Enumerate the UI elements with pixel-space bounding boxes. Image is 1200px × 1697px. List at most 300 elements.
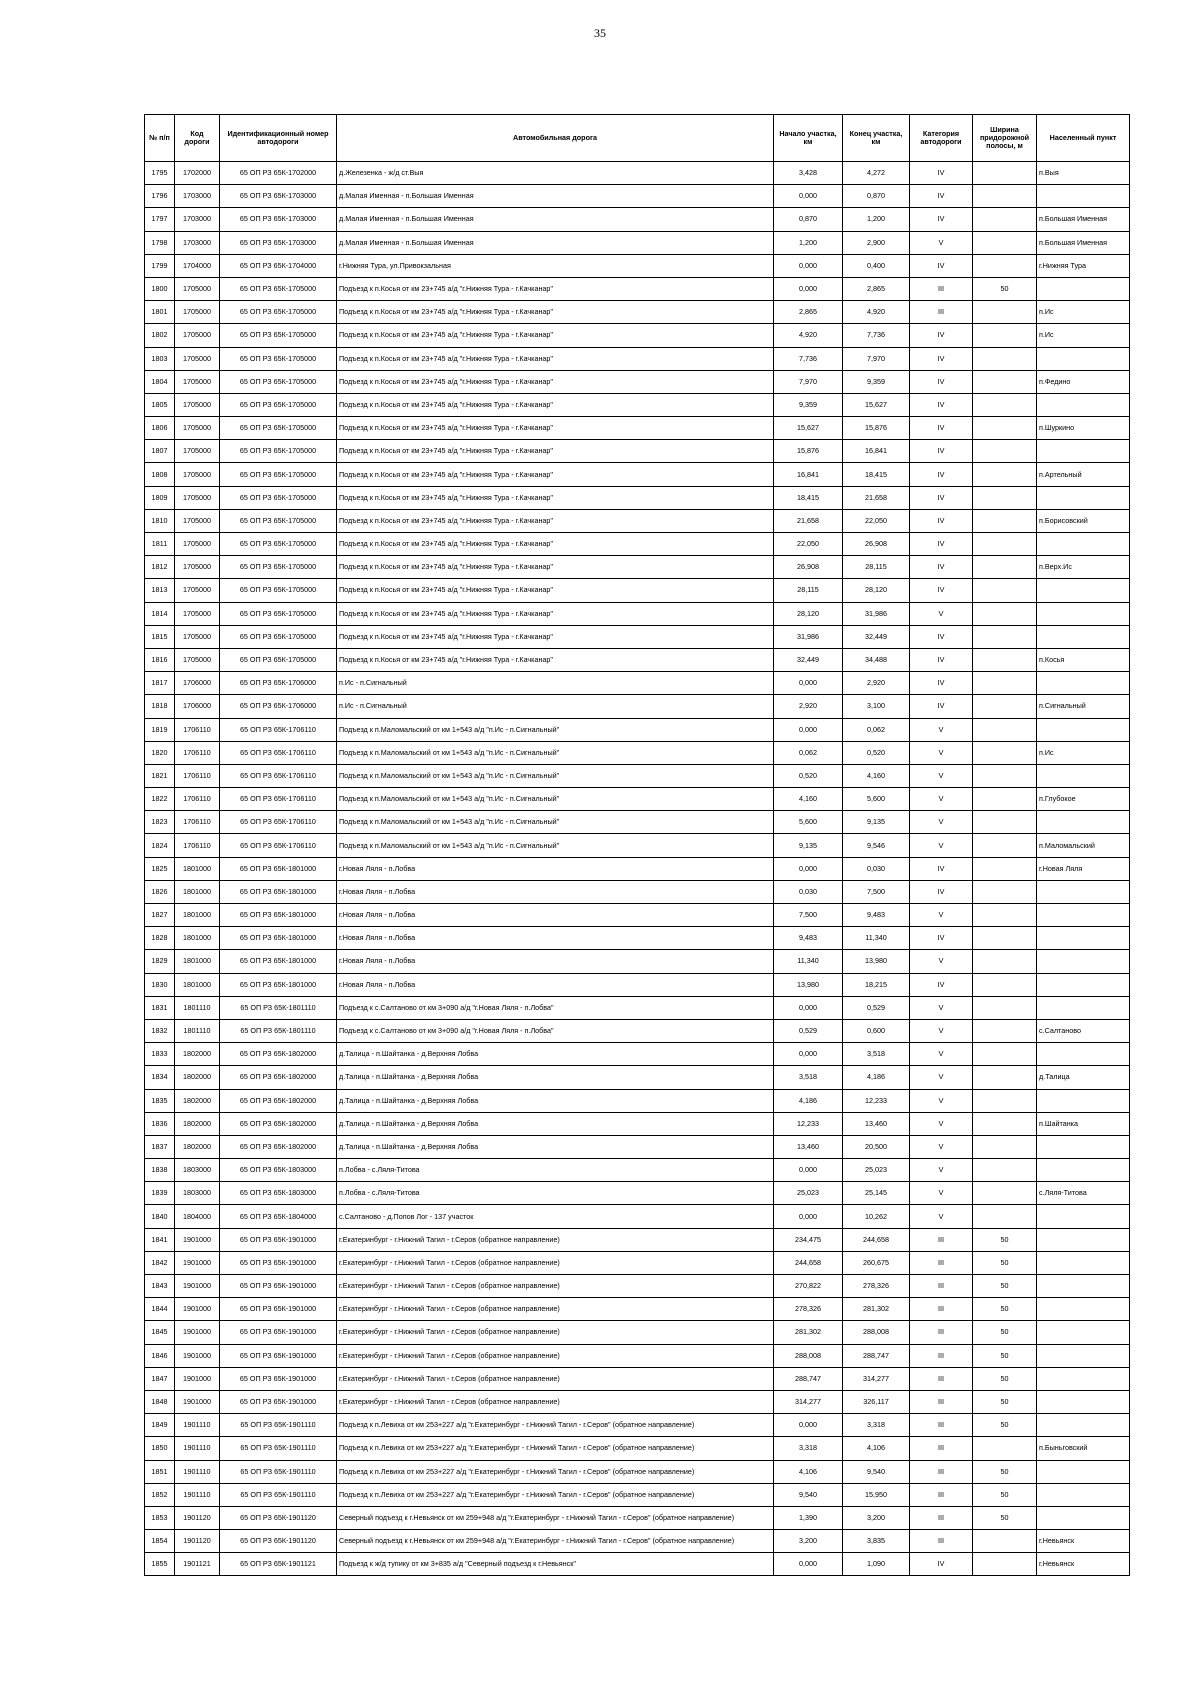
cell-category: V [910,1182,973,1205]
cell-identification-number: 65 ОП РЗ 65К-1802000 [220,1043,337,1066]
cell-settlement [1037,533,1130,556]
cell-row-number: 1816 [145,648,175,671]
cell-identification-number: 65 ОП РЗ 65К-1901120 [220,1506,337,1529]
cell-end-km: 9,135 [843,811,910,834]
cell-category: IV [910,625,973,648]
cell-row-number: 1852 [145,1483,175,1506]
cell-start-km: 4,920 [774,324,843,347]
cell-row-number: 1821 [145,764,175,787]
cell-road-name: д.Талица - п.Шайтанка - д.Верхняя Лобва [337,1135,774,1158]
cell-settlement: п.Сигнальный [1037,695,1130,718]
cell-identification-number: 65 ОП РЗ 65К-1901121 [220,1553,337,1576]
cell-road-name: д.Малая Именная - п.Большая Именная [337,208,774,231]
cell-roadside-width [973,231,1037,254]
cell-road-name: п.Лобва - с.Ляля-Титова [337,1159,774,1182]
table-row [145,788,1130,811]
cell-end-km: 15,627 [843,393,910,416]
table-row [145,370,1130,393]
cell-identification-number: 65 ОП РЗ 65К-1705000 [220,463,337,486]
cell-settlement: г.Невьянск [1037,1530,1130,1553]
cell-start-km: 4,106 [774,1460,843,1483]
cell-settlement: п.Верх.Ис [1037,556,1130,579]
cell-category: V [910,904,973,927]
table-row [145,1089,1130,1112]
cell-row-number: 1804 [145,370,175,393]
cell-settlement [1037,1043,1130,1066]
cell-end-km: 21,658 [843,486,910,509]
table-row [145,1275,1130,1298]
table-row [145,602,1130,625]
cell-settlement: п.Артельный [1037,463,1130,486]
cell-start-km: 9,483 [774,927,843,950]
cell-road-name: г.Екатеринбург - г.Нижний Тагил - г.Серов (обратное направление) [337,1298,774,1321]
cell-category: V [910,741,973,764]
cell-road-name: Подъезд к п.Косья от км 23+745 а/д "г.Нижняя Тура - г.Качканар" [337,277,774,300]
cell-category: III [910,1344,973,1367]
cell-road-code: 1801000 [175,904,220,927]
cell-road-code: 1706000 [175,672,220,695]
cell-row-number: 1846 [145,1344,175,1367]
cell-settlement [1037,393,1130,416]
cell-road-name: г.Екатеринбург - г.Нижний Тагил - г.Серов (обратное направление) [337,1367,774,1390]
cell-settlement [1037,1159,1130,1182]
cell-end-km: 31,986 [843,602,910,625]
cell-row-number: 1813 [145,579,175,602]
cell-settlement [1037,764,1130,787]
cell-row-number: 1808 [145,463,175,486]
table-row [145,1228,1130,1251]
cell-roadside-width: 50 [973,1506,1037,1529]
cell-road-name: Подъезд к п.Левиха от км 253+227 а/д "г.Екатеринбург - г.Нижний Тагил - г.Серов" (обратное направление) [337,1483,774,1506]
cell-road-code: 1901000 [175,1390,220,1413]
cell-identification-number: 65 ОП РЗ 65К-1901110 [220,1437,337,1460]
cell-row-number: 1800 [145,277,175,300]
table-row [145,301,1130,324]
cell-end-km: 13,980 [843,950,910,973]
cell-roadside-width [973,857,1037,880]
cell-start-km: 0,062 [774,741,843,764]
table-row [145,904,1130,927]
cell-roadside-width: 50 [973,1321,1037,1344]
cell-settlement: с.Ляля-Титова [1037,1182,1130,1205]
cell-roadside-width [973,672,1037,695]
cell-road-code: 1705000 [175,509,220,532]
cell-road-name: д.Талица - п.Шайтанка - д.Верхняя Лобва [337,1112,774,1135]
column-header-number: № п/п [145,115,175,162]
cell-identification-number: 65 ОП РЗ 65К-1802000 [220,1112,337,1135]
cell-end-km: 9,483 [843,904,910,927]
cell-roadside-width: 50 [973,1460,1037,1483]
cell-road-name: Подъезд к п.Косья от км 23+745 а/д "г.Нижняя Тура - г.Качканар" [337,486,774,509]
cell-end-km: 288,747 [843,1344,910,1367]
cell-row-number: 1797 [145,208,175,231]
cell-identification-number: 65 ОП РЗ 65К-1705000 [220,277,337,300]
cell-identification-number: 65 ОП РЗ 65К-1901000 [220,1275,337,1298]
cell-roadside-width [973,347,1037,370]
column-header-settlement: Населенный пункт [1037,115,1130,162]
table-row [145,1367,1130,1390]
cell-roadside-width: 50 [973,1483,1037,1506]
cell-identification-number: 65 ОП РЗ 65К-1801000 [220,857,337,880]
cell-category: IV [910,185,973,208]
cell-category: III [910,1483,973,1506]
cell-road-code: 1705000 [175,324,220,347]
cell-start-km: 2,920 [774,695,843,718]
cell-roadside-width [973,811,1037,834]
cell-row-number: 1801 [145,301,175,324]
cell-settlement [1037,185,1130,208]
cell-road-code: 1801000 [175,880,220,903]
cell-start-km: 0,870 [774,208,843,231]
cell-start-km: 0,000 [774,1159,843,1182]
cell-settlement [1037,811,1130,834]
cell-road-code: 1901000 [175,1228,220,1251]
cell-row-number: 1837 [145,1135,175,1158]
cell-row-number: 1822 [145,788,175,811]
cell-category: IV [910,579,973,602]
cell-road-code: 1802000 [175,1135,220,1158]
cell-end-km: 0,520 [843,741,910,764]
cell-end-km: 22,050 [843,509,910,532]
cell-category: V [910,1135,973,1158]
table-row [145,950,1130,973]
cell-identification-number: 65 ОП РЗ 65К-1901110 [220,1483,337,1506]
cell-road-name: г.Екатеринбург - г.Нижний Тагил - г.Серов (обратное направление) [337,1321,774,1344]
cell-roadside-width [973,1553,1037,1576]
cell-category: V [910,1205,973,1228]
cell-roadside-width [973,440,1037,463]
cell-start-km: 0,000 [774,718,843,741]
table-row [145,973,1130,996]
cell-identification-number: 65 ОП РЗ 65К-1901000 [220,1298,337,1321]
table-row [145,1298,1130,1321]
cell-road-name: г.Новая Ляля - п.Лобва [337,904,774,927]
cell-start-km: 0,000 [774,277,843,300]
cell-category: V [910,764,973,787]
table-row [145,1506,1130,1529]
cell-category: V [910,1019,973,1042]
cell-start-km: 7,500 [774,904,843,927]
cell-roadside-width: 50 [973,1367,1037,1390]
cell-road-name: Подъезд к с.Салтаново от км 3+090 а/д "г.Новая Ляля - п.Лобва" [337,1019,774,1042]
cell-row-number: 1845 [145,1321,175,1344]
cell-row-number: 1803 [145,347,175,370]
cell-identification-number: 65 ОП РЗ 65К-1802000 [220,1135,337,1158]
cell-category: V [910,231,973,254]
cell-identification-number: 65 ОП РЗ 65К-1801000 [220,880,337,903]
table-row [145,579,1130,602]
cell-start-km: 28,120 [774,602,843,625]
cell-roadside-width: 50 [973,1298,1037,1321]
cell-roadside-width [973,718,1037,741]
cell-start-km: 25,023 [774,1182,843,1205]
cell-roadside-width: 50 [973,1414,1037,1437]
cell-roadside-width [973,579,1037,602]
cell-road-name: Подъезд к п.Косья от км 23+745 а/д "г.Нижняя Тура - г.Качканар" [337,301,774,324]
cell-road-name: Подъезд к п.Косья от км 23+745 а/д "г.Нижняя Тура - г.Качканар" [337,347,774,370]
cell-category: IV [910,208,973,231]
table-row [145,996,1130,1019]
cell-settlement: п.Ис [1037,301,1130,324]
cell-roadside-width [973,927,1037,950]
cell-roadside-width [973,533,1037,556]
cell-road-code: 1802000 [175,1066,220,1089]
table-row [145,1066,1130,1089]
cell-identification-number: 65 ОП РЗ 65К-1801110 [220,1019,337,1042]
cell-identification-number: 65 ОП РЗ 65К-1703000 [220,208,337,231]
cell-road-code: 1901000 [175,1275,220,1298]
cell-road-name: Подъезд к п.Косья от км 23+745 а/д "г.Нижняя Тура - г.Качканар" [337,393,774,416]
cell-start-km: 2,865 [774,301,843,324]
cell-start-km: 0,529 [774,1019,843,1042]
cell-row-number: 1842 [145,1251,175,1274]
column-header-start-km: Начало участка, км [774,115,843,162]
cell-end-km: 26,908 [843,533,910,556]
cell-road-code: 1706110 [175,788,220,811]
cell-settlement: п.Быньговский [1037,1437,1130,1460]
table-row [145,509,1130,532]
cell-road-name: г.Екатеринбург - г.Нижний Тагил - г.Серов (обратное направление) [337,1228,774,1251]
cell-road-code: 1901120 [175,1506,220,1529]
cell-settlement [1037,1275,1130,1298]
cell-road-name: д.Малая Именная - п.Большая Именная [337,185,774,208]
cell-road-name: Подъезд к п.Маломальский от км 1+543 а/д "п.Ис - п.Сигнальный" [337,764,774,787]
table-row [145,417,1130,440]
cell-identification-number: 65 ОП РЗ 65К-1705000 [220,533,337,556]
cell-road-name: Подъезд к п.Маломальский от км 1+543 а/д "п.Ис - п.Сигнальный" [337,741,774,764]
cell-road-code: 1801000 [175,857,220,880]
cell-end-km: 9,540 [843,1460,910,1483]
cell-start-km: 0,030 [774,880,843,903]
cell-end-km: 28,120 [843,579,910,602]
cell-row-number: 1805 [145,393,175,416]
cell-roadside-width [973,1530,1037,1553]
cell-identification-number: 65 ОП РЗ 65К-1801110 [220,996,337,1019]
cell-start-km: 3,518 [774,1066,843,1089]
cell-identification-number: 65 ОП РЗ 65К-1706110 [220,741,337,764]
cell-start-km: 9,359 [774,393,843,416]
cell-row-number: 1802 [145,324,175,347]
cell-roadside-width [973,1019,1037,1042]
cell-row-number: 1832 [145,1019,175,1042]
cell-row-number: 1835 [145,1089,175,1112]
cell-roadside-width [973,463,1037,486]
cell-row-number: 1829 [145,950,175,973]
cell-row-number: 1853 [145,1506,175,1529]
cell-road-code: 1705000 [175,393,220,416]
cell-roadside-width [973,648,1037,671]
cell-road-code: 1901120 [175,1530,220,1553]
cell-road-code: 1801000 [175,973,220,996]
table-row [145,1043,1130,1066]
table-row [145,741,1130,764]
cell-identification-number: 65 ОП РЗ 65К-1703000 [220,185,337,208]
cell-road-name: Подъезд к п.Косья от км 23+745 а/д "г.Нижняя Тура - г.Качканар" [337,463,774,486]
cell-category: III [910,1298,973,1321]
cell-row-number: 1795 [145,162,175,185]
cell-settlement [1037,973,1130,996]
table-row [145,277,1130,300]
cell-start-km: 7,970 [774,370,843,393]
cell-identification-number: 65 ОП РЗ 65К-1901110 [220,1414,337,1437]
cell-category: IV [910,695,973,718]
cell-end-km: 18,215 [843,973,910,996]
cell-identification-number: 65 ОП РЗ 65К-1901000 [220,1251,337,1274]
cell-end-km: 12,233 [843,1089,910,1112]
cell-roadside-width [973,996,1037,1019]
cell-start-km: 0,000 [774,1414,843,1437]
cell-start-km: 13,980 [774,973,843,996]
cell-settlement [1037,1228,1130,1251]
cell-roadside-width [973,417,1037,440]
cell-start-km: 0,000 [774,857,843,880]
cell-road-name: Подъезд к п.Маломальский от км 1+543 а/д "п.Ис - п.Сигнальный" [337,718,774,741]
cell-end-km: 1,200 [843,208,910,231]
cell-category: III [910,1228,973,1251]
table-row [145,648,1130,671]
cell-roadside-width: 50 [973,1251,1037,1274]
cell-road-code: 1705000 [175,301,220,324]
cell-road-name: Подъезд к п.Косья от км 23+745 а/д "г.Нижняя Тура - г.Качканар" [337,625,774,648]
cell-roadside-width: 50 [973,1390,1037,1413]
table-row [145,254,1130,277]
table-body [145,162,1130,1576]
cell-end-km: 4,920 [843,301,910,324]
cell-end-km: 28,115 [843,556,910,579]
cell-road-name: Подъезд к п.Косья от км 23+745 а/д "г.Нижняя Тура - г.Качканар" [337,417,774,440]
cell-identification-number: 65 ОП РЗ 65К-1705000 [220,486,337,509]
cell-road-name: Подъезд к п.Левиха от км 253+227 а/д "г.Екатеринбург - г.Нижний Тагил - г.Серов" (обратное направление) [337,1414,774,1437]
cell-identification-number: 65 ОП РЗ 65К-1901000 [220,1228,337,1251]
cell-roadside-width [973,208,1037,231]
cell-row-number: 1826 [145,880,175,903]
cell-road-code: 1901110 [175,1437,220,1460]
table-row [145,718,1130,741]
table-row [145,185,1130,208]
cell-settlement [1037,625,1130,648]
cell-category: IV [910,672,973,695]
cell-category: V [910,718,973,741]
cell-identification-number: 65 ОП РЗ 65К-1901120 [220,1530,337,1553]
cell-row-number: 1851 [145,1460,175,1483]
cell-identification-number: 65 ОП РЗ 65К-1705000 [220,324,337,347]
cell-road-code: 1901000 [175,1251,220,1274]
cell-category: IV [910,556,973,579]
table-row [145,1414,1130,1437]
cell-settlement [1037,1089,1130,1112]
cell-category: IV [910,486,973,509]
cell-category: V [910,950,973,973]
table-header [145,115,1130,162]
cell-category: III [910,1321,973,1344]
cell-road-code: 1801000 [175,950,220,973]
table-row [145,764,1130,787]
cell-start-km: 4,186 [774,1089,843,1112]
table-row [145,1530,1130,1553]
cell-identification-number: 65 ОП РЗ 65К-1705000 [220,625,337,648]
cell-start-km: 278,326 [774,1298,843,1321]
cell-end-km: 4,272 [843,162,910,185]
cell-start-km: 0,000 [774,1553,843,1576]
cell-road-code: 1705000 [175,556,220,579]
cell-row-number: 1839 [145,1182,175,1205]
cell-road-name: п.Ис - п.Сигнальный [337,672,774,695]
table-row [145,811,1130,834]
cell-end-km: 11,340 [843,927,910,950]
cell-start-km: 3,428 [774,162,843,185]
cell-roadside-width [973,1135,1037,1158]
cell-category: IV [910,162,973,185]
cell-end-km: 0,870 [843,185,910,208]
cell-end-km: 7,970 [843,347,910,370]
cell-start-km: 0,000 [774,185,843,208]
cell-end-km: 0,062 [843,718,910,741]
cell-row-number: 1814 [145,602,175,625]
cell-category: V [910,1112,973,1135]
cell-end-km: 0,529 [843,996,910,1019]
cell-road-code: 1705000 [175,277,220,300]
cell-road-code: 1801110 [175,996,220,1019]
cell-road-code: 1706110 [175,811,220,834]
cell-row-number: 1831 [145,996,175,1019]
cell-settlement [1037,927,1130,950]
cell-end-km: 20,500 [843,1135,910,1158]
cell-category: IV [910,533,973,556]
cell-roadside-width [973,1437,1037,1460]
cell-settlement: д.Талица [1037,1066,1130,1089]
cell-road-name: Подъезд к п.Косья от км 23+745 а/д "г.Нижняя Тура - г.Качканар" [337,602,774,625]
cell-start-km: 9,135 [774,834,843,857]
cell-settlement: г.Новая Ляля [1037,857,1130,880]
cell-settlement: п.Шайтанка [1037,1112,1130,1135]
cell-category: III [910,301,973,324]
cell-end-km: 16,841 [843,440,910,463]
cell-category: IV [910,973,973,996]
cell-settlement: г.Нижняя Тура [1037,254,1130,277]
cell-category: V [910,1089,973,1112]
cell-road-name: г.Екатеринбург - г.Нижний Тагил - г.Серов (обратное направление) [337,1390,774,1413]
cell-road-code: 1705000 [175,602,220,625]
cell-road-name: Подъезд к п.Косья от км 23+745 а/д "г.Нижняя Тура - г.Качканар" [337,579,774,602]
cell-end-km: 4,160 [843,764,910,787]
cell-road-code: 1901000 [175,1344,220,1367]
cell-identification-number: 65 ОП РЗ 65К-1702000 [220,162,337,185]
cell-category: IV [910,324,973,347]
cell-row-number: 1854 [145,1530,175,1553]
cell-roadside-width [973,370,1037,393]
cell-row-number: 1834 [145,1066,175,1089]
cell-road-code: 1705000 [175,440,220,463]
cell-row-number: 1817 [145,672,175,695]
cell-start-km: 11,340 [774,950,843,973]
cell-identification-number: 65 ОП РЗ 65К-1705000 [220,370,337,393]
cell-road-code: 1704000 [175,254,220,277]
cell-start-km: 28,115 [774,579,843,602]
table-row [145,1460,1130,1483]
cell-road-code: 1706110 [175,718,220,741]
cell-settlement [1037,1483,1130,1506]
cell-category: IV [910,463,973,486]
cell-end-km: 9,359 [843,370,910,393]
cell-road-code: 1802000 [175,1043,220,1066]
cell-start-km: 15,627 [774,417,843,440]
cell-identification-number: 65 ОП РЗ 65К-1801000 [220,904,337,927]
cell-road-code: 1703000 [175,231,220,254]
cell-end-km: 4,186 [843,1066,910,1089]
table-row [145,533,1130,556]
cell-end-km: 34,488 [843,648,910,671]
cell-row-number: 1798 [145,231,175,254]
